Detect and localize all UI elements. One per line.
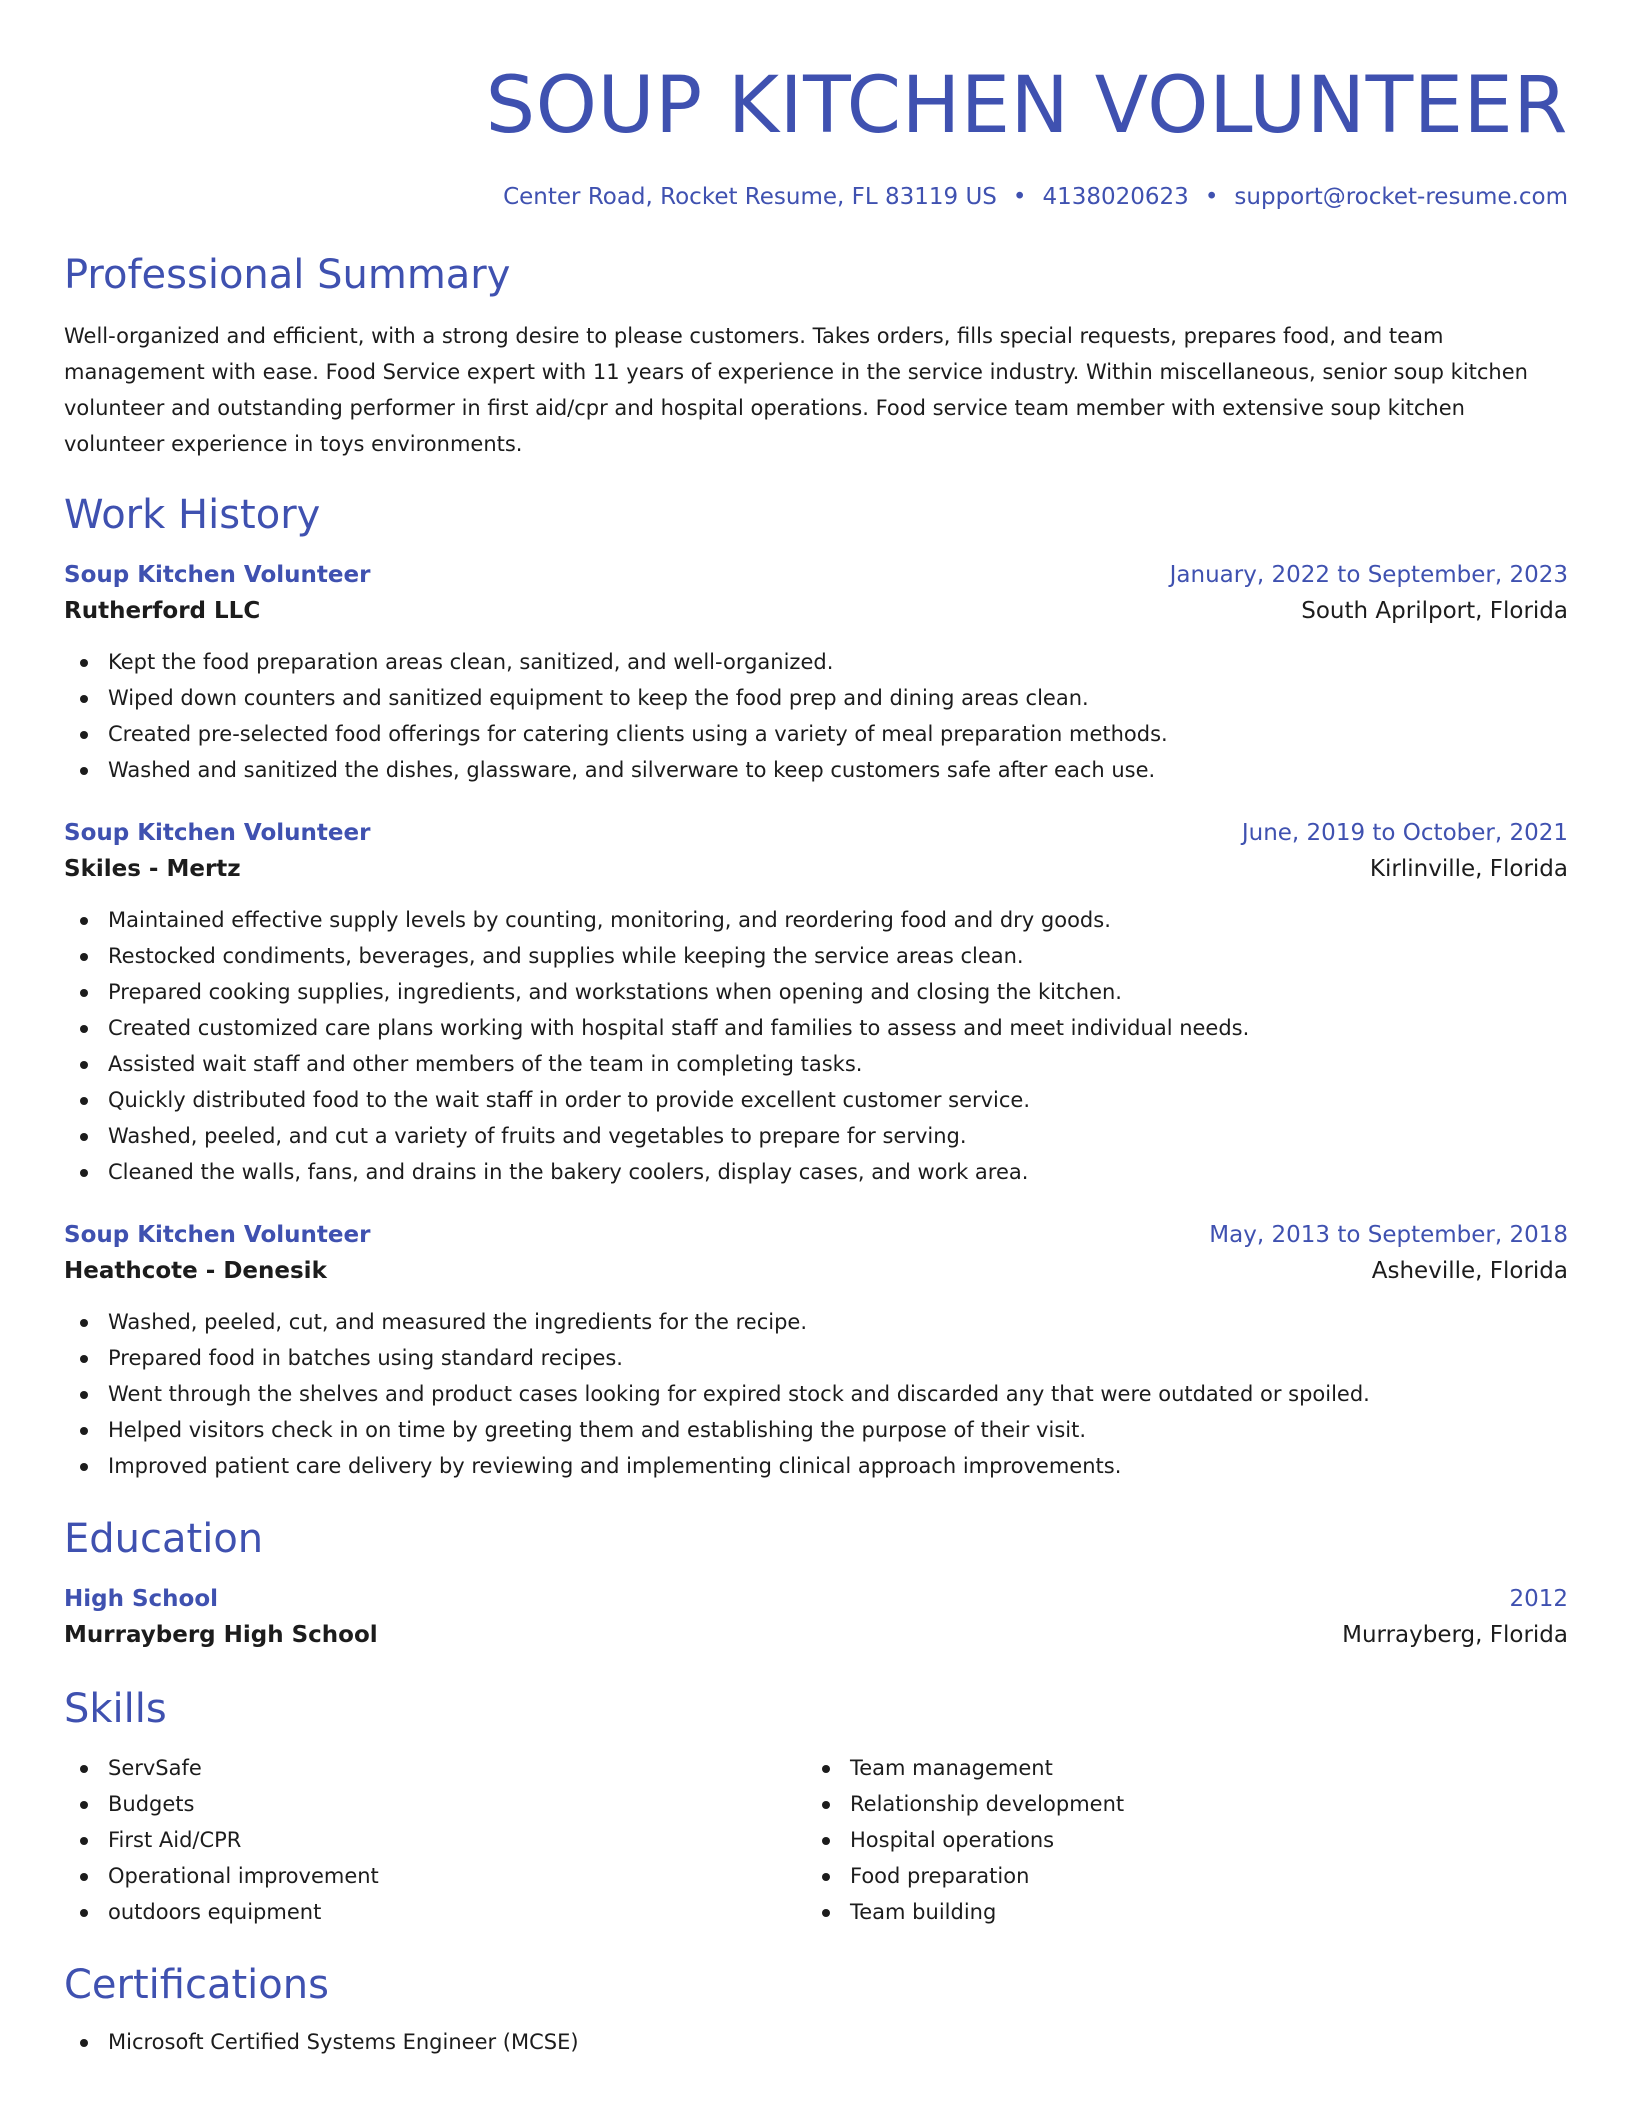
certifications-heading: Certifications [64, 1962, 329, 2008]
job-duties-list [64, 1304, 1568, 1484]
contact-address: Center Road, Rocket Resume, FL 83119 US [503, 184, 997, 210]
list-item: Helped visitors check in on time by greeting them and establishing the purpose of their visit. [64, 1412, 1568, 1448]
list-item: ServSafe [64, 1750, 806, 1786]
job-title: Soup Kitchen Volunteer [64, 562, 371, 588]
list-item: Created pre-selected food offerings for catering clients using a variety of meal preparation methods. [64, 716, 1568, 752]
education-heading: Education [64, 1516, 264, 1562]
list-item: Hospital operations [806, 1822, 1548, 1858]
skills-list-left [64, 1750, 806, 1930]
job-entry [64, 558, 1568, 788]
list-item: Wiped down counters and sanitized equipment to keep the food prep and dining areas clean. [64, 680, 1568, 716]
contact-separator: • [1012, 184, 1027, 210]
list-item: Washed and sanitized the dishes, glassware, and silverware to keep customers safe after each use. [64, 752, 1568, 788]
list-item: Relationship development [806, 1786, 1548, 1822]
education-section [64, 1514, 1568, 1654]
list-item: Team building [806, 1894, 1548, 1930]
summary-heading: Professional Summary [64, 252, 511, 298]
job-entry [64, 1218, 1568, 1484]
list-item: Prepared food in batches using standard recipes. [64, 1340, 1568, 1376]
work-history-heading: Work History [64, 492, 321, 538]
job-employer: Skiles - Mertz [64, 856, 241, 882]
resume-header [64, 56, 1568, 212]
list-item: Team management [806, 1750, 1548, 1786]
list-item: Washed, peeled, and cut a variety of fruits and vegetables to prepare for serving. [64, 1118, 1568, 1154]
list-item: Kept the food preparation areas clean, sanitized, and well-organized. [64, 644, 1568, 680]
job-entry [64, 816, 1568, 1190]
list-item: Assisted wait staff and other members of the team in completing tasks. [64, 1046, 1568, 1082]
skills-section [64, 1684, 1568, 1930]
job-duties-list [64, 902, 1568, 1190]
job-title: Soup Kitchen Volunteer [64, 1222, 371, 1248]
contact-line [64, 182, 1568, 212]
list-item: Improved patient care delivery by reviewing and implementing clinical approach improvements. [64, 1448, 1568, 1484]
job-dates: June, 2019 to October, 2021 [1241, 820, 1568, 846]
contact-email: support@rocket-resume.com [1234, 184, 1568, 210]
list-item: Restocked condiments, beverages, and supplies while keeping the service areas clean. [64, 938, 1568, 974]
list-item: Microsoft Certified Systems Engineer (MCSE) [64, 2024, 1568, 2060]
job-dates: January, 2022 to September, 2023 [1169, 562, 1568, 588]
list-item: Food preparation [806, 1858, 1548, 1894]
job-dates: May, 2013 to September, 2018 [1209, 1222, 1568, 1248]
skills-list-right [806, 1750, 1548, 1930]
list-item: Quickly distributed food to the wait staff in order to provide excellent customer service. [64, 1082, 1568, 1118]
education-location: Murrayberg, Florida [1342, 1622, 1568, 1648]
job-title: Soup Kitchen Volunteer [64, 820, 371, 846]
contact-separator: • [1204, 184, 1219, 210]
list-item: Went through the shelves and product cases looking for expired stock and discarded any that were outdated or spoiled. [64, 1376, 1568, 1412]
job-employer: Heathcote - Denesik [64, 1258, 327, 1284]
education-degree: High School [64, 1586, 219, 1612]
job-location: Kirlinville, Florida [1369, 856, 1568, 882]
summary-section [64, 250, 1568, 462]
certifications-list [64, 2024, 1568, 2060]
list-item: Created customized care plans working with hospital staff and families to assess and meet individual needs. [64, 1010, 1568, 1046]
list-item: First Aid/CPR [64, 1822, 806, 1858]
education-entry [64, 1582, 1568, 1654]
job-location: Asheville, Florida [1371, 1258, 1568, 1284]
list-item: Maintained effective supply levels by counting, monitoring, and reordering food and dry goods. [64, 902, 1568, 938]
job-location: South Aprilport, Florida [1301, 598, 1568, 624]
skills-heading: Skills [64, 1686, 167, 1732]
candidate-name: SOUP KITCHEN VOLUNTEER [485, 61, 1568, 151]
job-employer: Rutherford LLC [64, 598, 261, 624]
work-history-section [64, 490, 1568, 1484]
list-item: outdoors equipment [64, 1894, 806, 1930]
certifications-section [64, 1960, 1568, 2060]
education-year: 2012 [1509, 1586, 1568, 1612]
job-duties-list [64, 644, 1568, 788]
skills-columns [64, 1750, 1568, 1930]
list-item: Cleaned the walls, fans, and drains in the bakery coolers, display cases, and work area. [64, 1154, 1568, 1190]
list-item: Budgets [64, 1786, 806, 1822]
contact-phone: 4138020623 [1042, 184, 1189, 210]
summary-text: Well-organized and efficient, with a strong desire to please customers. Takes orders, fills special requests, prepares food, and team management with ease. Food Service expert with 11 years of experience in the service industry. Within miscellaneous, senior soup kitchen volunteer and outstanding performer in first aid/cpr and hospital operations. Food service team member with extensive soup kitchen volunteer experience in toys environments. [64, 324, 1528, 456]
list-item: Prepared cooking supplies, ingredients, and workstations when opening and closing the kitchen. [64, 974, 1568, 1010]
list-item: Washed, peeled, cut, and measured the ingredients for the recipe. [64, 1304, 1568, 1340]
education-school: Murrayberg High School [64, 1622, 378, 1648]
list-item: Operational improvement [64, 1858, 806, 1894]
